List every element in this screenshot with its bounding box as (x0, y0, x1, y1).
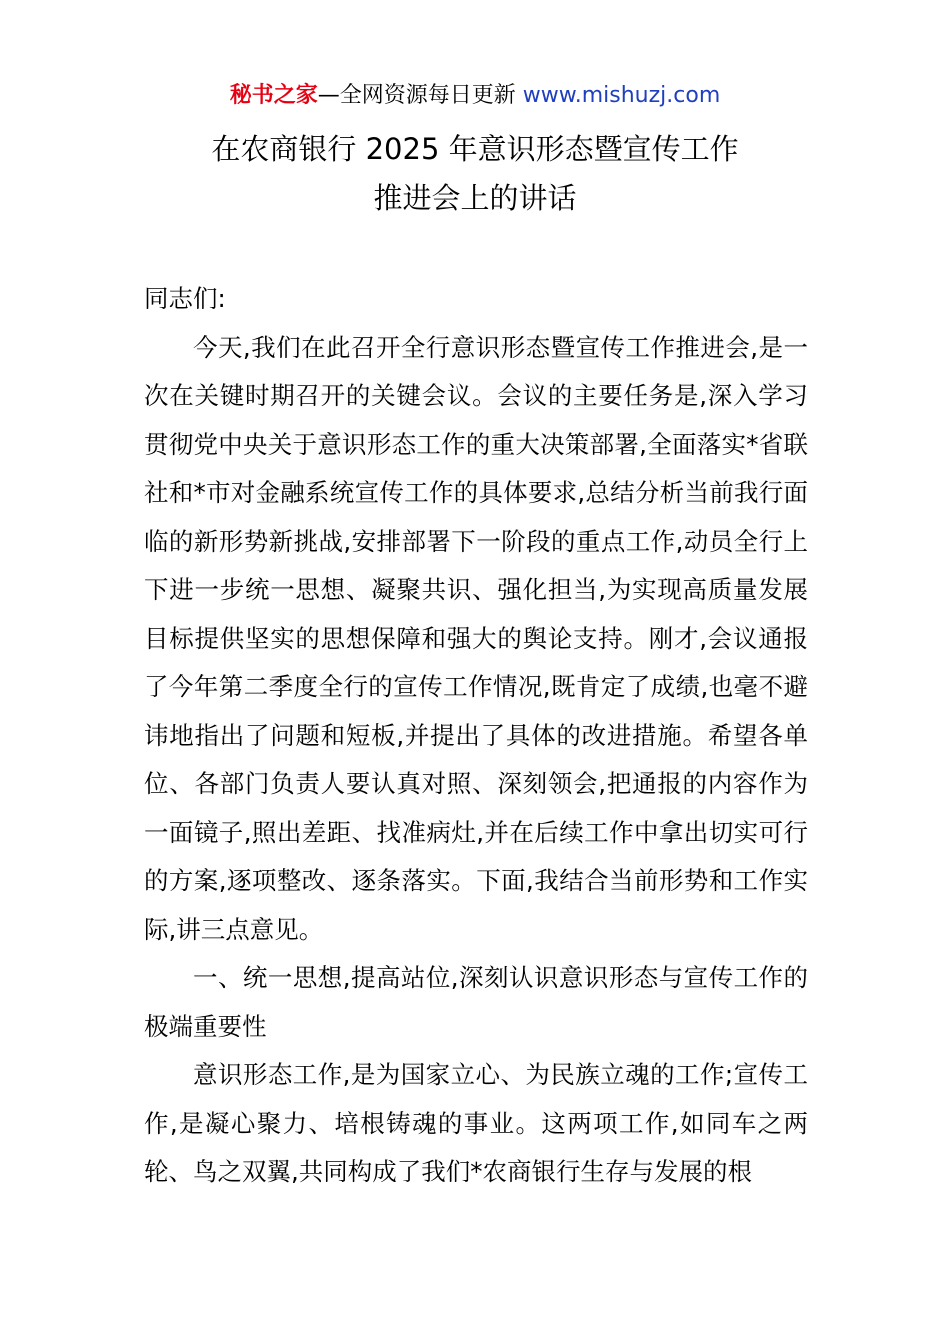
site-header (0, 80, 950, 112)
paragraph-intro: 今天,我们在此召开全行意识形态暨宣传工作推进会,是一次在关键时期召开的关键会议。会议的主要任务是,深入学习贯彻党中央关于意识形态工作的重大决策部署,全面落实*省联社和*市对金融系统宣传工作的具体要求,总结分析当前我行面临的新形势新挑战,安排部署下一阶段的重点工作,动员全行上下进一步统一思想、凝聚共识、强化担当,为实现高质量发展目标提供坚实的思想保障和强大的舆论支持。刚才,会议通报了今年第二季度全行的宣传工作情况,既肯定了成绩,也毫不避讳地指出了问题和短板,并提出了具体的改进措施。希望各单位、各部门负责人要认真对照、深刻领会,把通报的内容作为一面镜子,照出差距、找准病灶,并在后续工作中拿出切实可行的方案,逐项整改、逐条落实。下面,我结合当前形势和工作实际,讲三点意见。 (144, 332, 808, 944)
salutation: 同志们: (144, 284, 226, 313)
document-title-line-2: 推进会上的讲话 (373, 181, 577, 215)
document-title-line-1: 在农商银行 2025 年意识形态暨宣传工作 (211, 132, 739, 166)
paragraph-section-1: 意识形态工作,是为国家立心、为民族立魂的工作;宣传工作,是凝心聚力、培根铸魂的事业。这两项工作,如同车之两轮、鸟之双翼,共同构成了我们*农商银行生存与发展的根 (144, 1060, 808, 1186)
section-heading-1: 一、统一思想,提高站位,深刻认识意识形态与宣传工作的极端重要性 (144, 963, 808, 1041)
document-body (144, 275, 808, 1197)
site-url-link[interactable]: www.mishuzj.com (522, 83, 721, 108)
site-brand: 秘书之家 (229, 83, 318, 108)
site-tagline: —全网资源每日更新 (317, 83, 523, 108)
